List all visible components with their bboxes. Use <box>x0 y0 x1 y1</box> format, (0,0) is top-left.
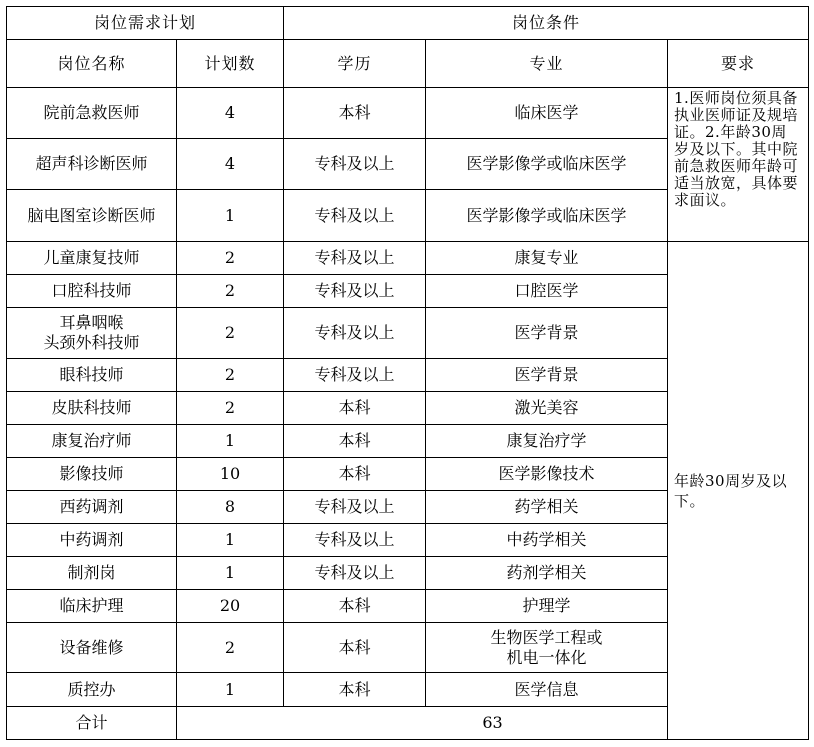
major: 药剂学相关 <box>426 557 668 590</box>
plan-count: 2 <box>177 623 284 673</box>
major: 康复专业 <box>426 242 668 275</box>
education: 专科及以上 <box>284 242 426 275</box>
position-name: 院前急救医师 <box>7 88 177 139</box>
position-name: 影像技师 <box>7 458 177 491</box>
position-name: 西药调剂 <box>7 491 177 524</box>
table-row <box>7 88 809 139</box>
major: 中药学相关 <box>426 524 668 557</box>
position-name-line2: 头颈外科技师 <box>43 333 140 352</box>
position-name: 中药调剂 <box>7 524 177 557</box>
education: 专科及以上 <box>284 308 426 359</box>
group-header-plan: 岗位需求计划 <box>7 7 284 40</box>
major: 医学背景 <box>426 359 668 392</box>
plan-count: 2 <box>177 359 284 392</box>
education: 专科及以上 <box>284 557 426 590</box>
education: 专科及以上 <box>284 524 426 557</box>
position-name: 临床护理 <box>7 590 177 623</box>
table-row <box>7 242 809 275</box>
position-name: 皮肤科技师 <box>7 392 177 425</box>
plan-count: 20 <box>177 590 284 623</box>
plan-count: 2 <box>177 242 284 275</box>
major: 医学影像学或临床医学 <box>426 190 668 242</box>
column-header-major: 专业 <box>426 40 668 88</box>
education: 专科及以上 <box>284 359 426 392</box>
position-name: 口腔科技师 <box>7 275 177 308</box>
major: 医学影像学或临床医学 <box>426 139 668 190</box>
position-name: 质控办 <box>7 673 177 707</box>
plan-count: 4 <box>177 88 284 139</box>
education: 本科 <box>284 392 426 425</box>
plan-count: 2 <box>177 308 284 359</box>
requirements-physicians: 1.医师岗位须具备执业医师证及规培证。2.年龄30周岁及以下。其中院前急救医师年龄可适当放宽，具体要求面议。 <box>668 88 809 242</box>
major: 医学信息 <box>426 673 668 707</box>
plan-count: 2 <box>177 275 284 308</box>
major-line1: 生物医学工程或 <box>490 627 603 647</box>
education: 本科 <box>284 425 426 458</box>
total-label: 合计 <box>7 707 177 740</box>
plan-count: 10 <box>177 458 284 491</box>
recruitment-plan-table <box>6 6 809 740</box>
plan-count: 8 <box>177 491 284 524</box>
education: 本科 <box>284 623 426 673</box>
major: 医学影像技术 <box>426 458 668 491</box>
plan-count: 1 <box>177 673 284 707</box>
education: 专科及以上 <box>284 190 426 242</box>
position-name: 制剂岗 <box>7 557 177 590</box>
major-line2: 机电一体化 <box>506 647 587 667</box>
total-value: 63 <box>177 707 809 740</box>
education: 本科 <box>284 88 426 139</box>
major: 激光美容 <box>426 392 668 425</box>
major: 护理学 <box>426 590 668 623</box>
position-name-line1: 耳鼻咽喉 <box>59 313 124 332</box>
position-name: 康复治疗师 <box>7 425 177 458</box>
position-name: 脑电图室诊断医师 <box>7 190 177 242</box>
group-header-row <box>7 7 809 40</box>
plan-count: 1 <box>177 524 284 557</box>
position-name: 儿童康复技师 <box>7 242 177 275</box>
major: 康复治疗学 <box>426 425 668 458</box>
plan-count: 1 <box>177 190 284 242</box>
major: 口腔医学 <box>426 275 668 308</box>
plan-count: 4 <box>177 139 284 190</box>
column-header-count: 计划数 <box>177 40 284 88</box>
position-name: 超声科诊断医师 <box>7 139 177 190</box>
column-header-name: 岗位名称 <box>7 40 177 88</box>
education: 专科及以上 <box>284 491 426 524</box>
column-header-education: 学历 <box>284 40 426 88</box>
group-header-conditions: 岗位条件 <box>284 7 809 40</box>
position-name: 设备维修 <box>7 623 177 673</box>
column-header-requirements: 要求 <box>668 40 809 88</box>
education: 专科及以上 <box>284 139 426 190</box>
total-row <box>7 707 809 740</box>
position-name: 眼科技师 <box>7 359 177 392</box>
education: 本科 <box>284 590 426 623</box>
plan-count: 1 <box>177 425 284 458</box>
education: 专科及以上 <box>284 275 426 308</box>
position-name <box>7 308 177 359</box>
plan-count: 1 <box>177 557 284 590</box>
education: 本科 <box>284 458 426 491</box>
requirements-technicians: 年龄30周岁及以下。 <box>668 242 809 740</box>
major: 临床医学 <box>426 88 668 139</box>
major <box>426 623 668 673</box>
education: 本科 <box>284 673 426 707</box>
column-header-row <box>7 40 809 88</box>
major: 药学相关 <box>426 491 668 524</box>
major: 医学背景 <box>426 308 668 359</box>
plan-count: 2 <box>177 392 284 425</box>
